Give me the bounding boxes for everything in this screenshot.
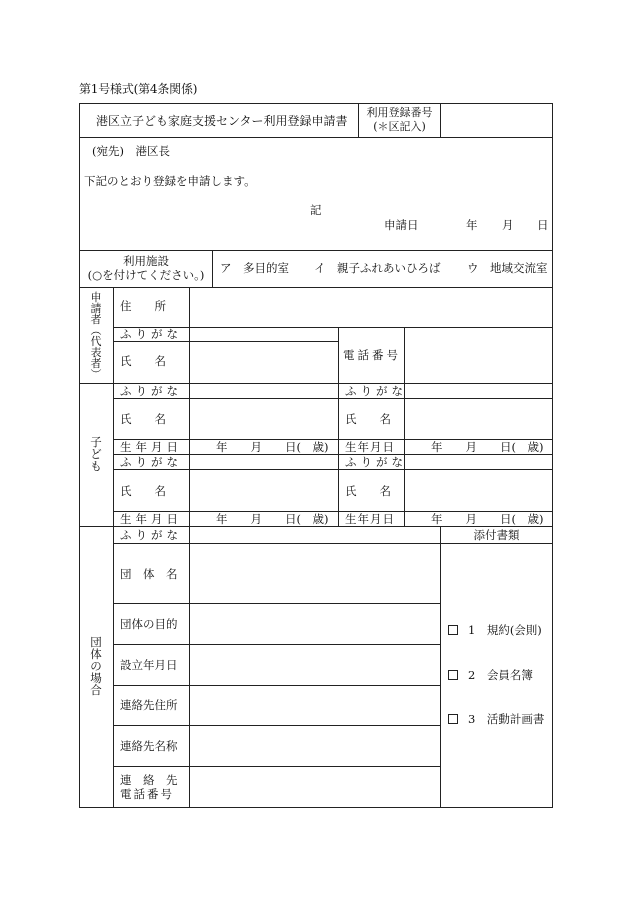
ki-heading: 記 xyxy=(310,203,322,217)
group-founded-label: 設立年月日 xyxy=(120,658,178,672)
application-date-day[interactable]: 日 xyxy=(537,218,549,232)
child3-furigana-label: ふりがな xyxy=(120,455,182,469)
facility-option-parent-child[interactable]: イ 親子ふれあいひろば xyxy=(314,261,441,275)
attachment-rules-label: 1 規約(会則) xyxy=(468,623,542,637)
form-number: 第1号様式(第4条関係) xyxy=(79,82,198,96)
facility-option-multipurpose[interactable]: ア 多目的室 xyxy=(220,261,289,275)
child3-birth-field[interactable]: 年 月 日( 歳) xyxy=(216,512,329,526)
child1-furigana-label: ふりがな xyxy=(120,384,182,398)
children-section-label: 子 ど も xyxy=(90,435,102,474)
applicant-section-label: 申 請 者 ︵ 代 表 者 ︶ xyxy=(90,291,102,381)
group-contact-address-label: 連絡先住所 xyxy=(120,698,178,712)
group-contact-phone-label xyxy=(120,773,178,802)
child1-name-label: 氏 名 xyxy=(120,412,166,426)
facility-label-line2: (○を付けてください。) xyxy=(87,268,205,283)
facility-label-line1: 利用施設 xyxy=(123,254,169,268)
application-date-month[interactable]: 月 xyxy=(502,218,514,232)
form-title: 港区立子ども家庭支援センター利用登録申請書 xyxy=(96,114,348,128)
child1-birth-label: 生年月日 xyxy=(120,440,182,454)
attachment-plan[interactable] xyxy=(448,713,544,727)
applicant-name-label: 氏 名 xyxy=(120,354,166,368)
group-name-label: 団 体 名 xyxy=(120,567,178,581)
attachment-roster-label: 2 会員名簿 xyxy=(468,668,533,682)
child3-birth-label: 生年月日 xyxy=(120,512,182,526)
child4-name-label: 氏 名 xyxy=(345,484,391,498)
group-contact-phone-line1: 連 絡 先 xyxy=(120,773,178,787)
facility-label xyxy=(80,254,212,283)
group-purpose-label: 団体の目的 xyxy=(120,617,178,631)
applicant-address-label: 住 所 xyxy=(120,299,166,313)
child2-birth-field[interactable]: 年 月 日( 歳) xyxy=(431,440,544,454)
child4-birth-label: 生年月日 xyxy=(345,512,395,526)
child4-birth-field[interactable]: 年 月 日( 歳) xyxy=(431,512,544,526)
group-furigana-label: ふりがな xyxy=(120,528,182,542)
applicant-phone-label: 電話番号 xyxy=(343,348,401,362)
applicant-address-field[interactable] xyxy=(192,292,550,324)
reg-number-label-line1: 利用登録番号 xyxy=(366,106,433,119)
group-section-label: 団 体 の 場 合 xyxy=(90,635,102,698)
child1-birth-field[interactable]: 年 月 日( 歳) xyxy=(216,440,329,454)
applicant-furigana-label: ふりがな xyxy=(120,327,182,341)
reg-number-field[interactable] xyxy=(442,106,550,136)
child2-birth-label: 生年月日 xyxy=(345,440,395,454)
attachments-heading: 添付書類 xyxy=(473,528,520,542)
addressee: (宛先) 港区長 xyxy=(92,144,170,158)
attachment-roster-checkbox[interactable] xyxy=(448,670,458,680)
child2-furigana-label: ふりがな xyxy=(345,384,407,398)
child4-furigana-label: ふりがな xyxy=(345,455,407,469)
applicant-phone-field[interactable] xyxy=(407,330,550,382)
application-date-label: 申請日 xyxy=(384,218,419,232)
intro-text: 下記のとおり登録を申請します。 xyxy=(84,174,256,188)
reg-number-label xyxy=(359,106,440,134)
attachment-rules[interactable] xyxy=(448,624,542,638)
attachment-plan-label: 3 活動計画書 xyxy=(468,712,545,726)
group-contact-name-label: 連絡先名称 xyxy=(120,739,178,753)
reg-number-label-line2: (＊区記入) xyxy=(373,119,426,133)
group-contact-phone-line2: 電話番号 xyxy=(120,787,174,802)
applicant-furigana-field[interactable] xyxy=(192,328,336,340)
attachment-rules-checkbox[interactable] xyxy=(448,625,458,635)
applicant-name-field[interactable] xyxy=(192,344,336,381)
child3-name-label: 氏 名 xyxy=(120,484,166,498)
attachment-roster[interactable] xyxy=(448,669,533,683)
attachment-plan-checkbox[interactable] xyxy=(448,714,458,724)
facility-option-community[interactable]: ウ 地域交流室 xyxy=(467,261,548,275)
child2-name-label: 氏 名 xyxy=(345,412,391,426)
application-date-year[interactable]: 年 xyxy=(466,218,478,232)
